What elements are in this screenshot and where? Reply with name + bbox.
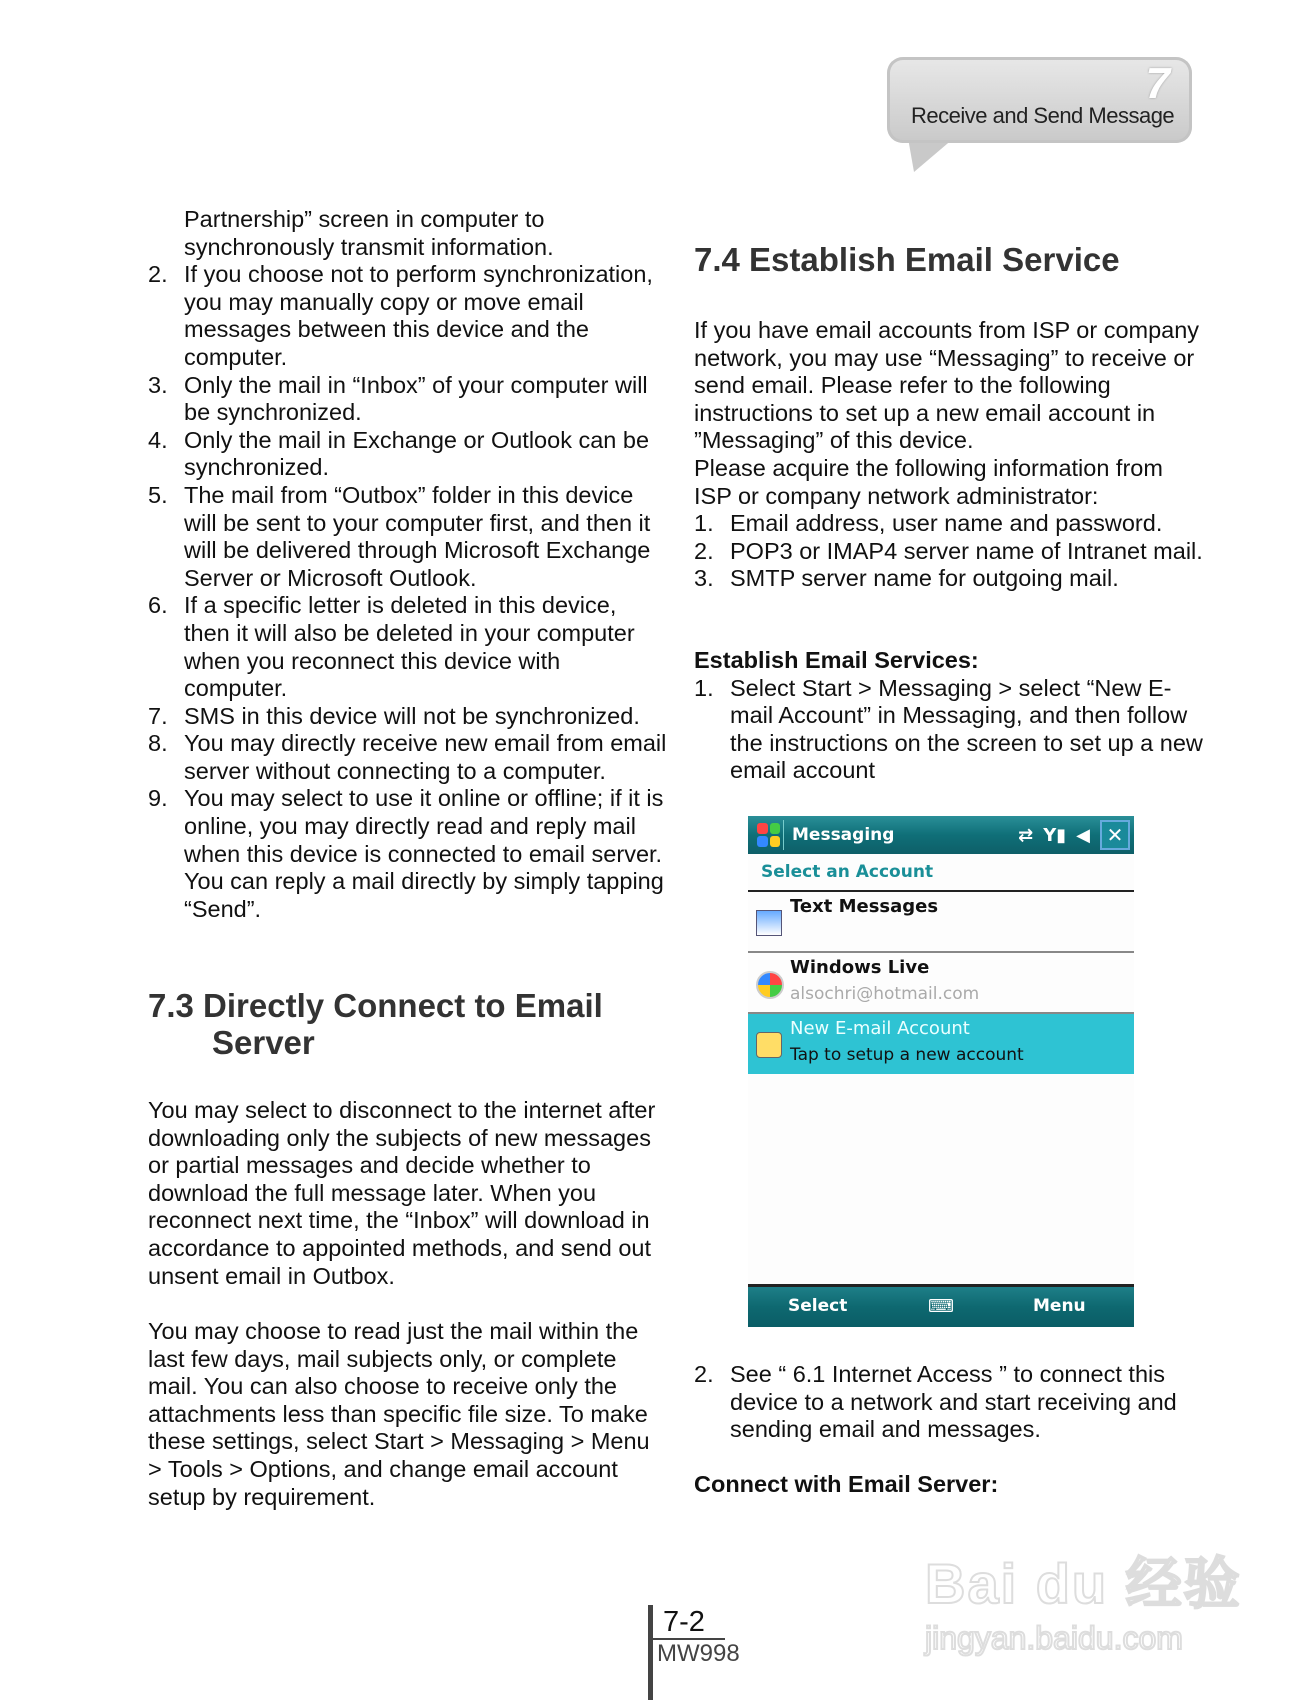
- account-item-new-email[interactable]: [748, 1014, 1134, 1074]
- list-text: Email address, user name and password.: [730, 510, 1163, 537]
- volume-icon[interactable]: ◀︎: [1076, 824, 1090, 846]
- connectivity-icon[interactable]: ⇄: [1018, 824, 1034, 846]
- windows-start-icon[interactable]: [754, 820, 784, 850]
- list-text: POP3 or IMAP4 server name of Intranet mail.: [730, 537, 1203, 564]
- list-text: You may select to use it online or offline; if it is online, you may directly read and reply mail when this device is connected to email server. You can reply a mail directly by simply tapping “Send”.: [184, 785, 664, 922]
- step-2-block: [694, 1361, 1204, 1444]
- status-icons: [1018, 820, 1130, 850]
- section-7-4-heading: 7.4 Establish Email Service: [694, 241, 1120, 278]
- watermark-url: jingyan.baidu.com: [925, 1620, 1183, 1656]
- section-7-3-heading: [148, 987, 668, 1061]
- list-number: 1.: [694, 510, 714, 537]
- signal-icon[interactable]: Y▮: [1043, 824, 1067, 846]
- list-item: [148, 592, 668, 702]
- sync-notes-list: [148, 261, 668, 923]
- section-7-3-paragraph-2: You may choose to read just the mail within the last few days, mail subjects only, or complete mail. You can also choose to receive only the attachments less than specific file size. To make these settings, select Start > Messaging > Menu > Tools > Options, and change email account setup by requirement.: [148, 1318, 650, 1510]
- list-number: 3.: [694, 565, 714, 592]
- establish-steps: [694, 675, 1204, 785]
- account-title: New E-mail Account: [790, 1018, 970, 1039]
- list-text: See “ 6.1 Internet Access ” to connect this device to a network and start receiving and sending email and messages.: [730, 1361, 1177, 1443]
- list-item: [148, 785, 668, 923]
- list-number: 2.: [148, 261, 168, 288]
- list-number: 4.: [148, 426, 168, 453]
- chapter-title: Receive and Send Message: [911, 103, 1175, 128]
- list-number: 1.: [694, 674, 714, 701]
- close-icon[interactable]: ✕: [1100, 820, 1130, 850]
- establish-steps-continued: [694, 1361, 1204, 1444]
- list-item: [148, 372, 668, 427]
- list-item: [694, 510, 1204, 538]
- softkey-bar: [748, 1284, 1134, 1327]
- establish-block: [694, 647, 1204, 785]
- list-number: 3.: [148, 371, 168, 398]
- establish-heading: Establish Email Services:: [694, 647, 979, 673]
- list-text: You may directly receive new email from email server without connecting to a computer.: [184, 730, 667, 784]
- page-number: 7-2: [663, 1606, 705, 1638]
- chapter-number: 7: [1145, 59, 1170, 108]
- list-item: [694, 1361, 1204, 1444]
- watermark-logo: Bai du 经验: [925, 1552, 1242, 1615]
- list-text: Select Start > Messaging > select “New E-mail Account” in Messaging, and then follow the instructions on the screen to set up a new email account: [730, 674, 1203, 784]
- softkey-menu[interactable]: Menu: [1033, 1296, 1086, 1316]
- list-text: Only the mail in Exchange or Outlook can be synchronized.: [184, 426, 650, 481]
- list-number: 7.: [148, 702, 168, 729]
- account-title: Text Messages: [790, 896, 939, 917]
- connect-heading: Connect with Email Server:: [694, 1471, 999, 1497]
- account-subtitle: Tap to setup a new account: [790, 1045, 1024, 1065]
- account-item-windows-live[interactable]: [748, 953, 1134, 1014]
- list-item: [148, 703, 668, 731]
- phone-title-bar: [748, 816, 1134, 854]
- new-email-account-icon: [756, 1032, 782, 1058]
- heading-line: Server: [212, 1024, 315, 1061]
- requirements-list: [694, 510, 1204, 593]
- list-item: [694, 565, 1204, 593]
- left-list-block: [148, 206, 668, 923]
- list-text: Only the mail in “Inbox” of your computer will be synchronized.: [184, 371, 648, 426]
- phone-screenshot: [748, 816, 1134, 1327]
- baidu-watermark: [925, 1540, 1242, 1657]
- intro-paragraph-2: Please acquire the following information from ISP or company network administrator:: [694, 454, 1163, 509]
- list-item: [148, 482, 668, 592]
- footer-divider: [648, 1605, 653, 1700]
- softkey-select[interactable]: Select: [788, 1296, 848, 1316]
- list-text: SMS in this device will not be synchronized.: [184, 702, 640, 729]
- keyboard-icon[interactable]: ⌨: [928, 1296, 954, 1317]
- model-name: MW998: [657, 1640, 740, 1667]
- list-number: 5.: [148, 481, 168, 508]
- phone-title: Messaging: [792, 825, 895, 845]
- list-item: [148, 730, 668, 785]
- list-text: The mail from “Outbox” folder in this device will be sent to your computer first, and then it will be delivered through Microsoft Exchange Server or Microsoft Outlook.: [184, 481, 651, 591]
- account-item-text-messages[interactable]: [748, 892, 1134, 953]
- list-item: [148, 427, 668, 482]
- phone-subtitle: Select an Account: [748, 854, 1134, 892]
- list-number: 9.: [148, 785, 168, 812]
- list-number: 2.: [694, 537, 714, 564]
- text-message-icon: [756, 910, 782, 936]
- list-number: 2.: [694, 1361, 714, 1387]
- list-item: [694, 675, 1204, 785]
- section-7-4-intro: [694, 317, 1204, 593]
- list-number: 6.: [148, 592, 168, 619]
- intro-paragraph: If you have email accounts from ISP or company network, you may use “Messaging” to receive or send email. Please refer to the following instructions to set up a new email account in ”Messaging” of this device.: [694, 317, 1200, 454]
- account-title: Windows Live: [790, 957, 930, 978]
- list-item: [694, 538, 1204, 566]
- heading-line: 7.3 Directly Connect to Email: [148, 987, 603, 1024]
- continuation-line: synchronously transmit information.: [184, 233, 554, 260]
- list-text: SMTP server name for outgoing mail.: [730, 565, 1119, 592]
- list-item: [148, 261, 668, 371]
- account-email: alsochri@hotmail.com: [790, 984, 980, 1004]
- continuation-line: Partnership” screen in computer to: [184, 206, 545, 232]
- header-bubble-tail: [908, 138, 954, 172]
- windows-live-icon: [756, 971, 784, 999]
- chapter-header: [887, 57, 1192, 143]
- list-text: If you choose not to perform synchronization, you may manually copy or move email messages between this device and the computer.: [184, 261, 653, 370]
- section-7-3-paragraph-1: You may select to disconnect to the internet after downloading only the subjects of new messages or partial messages and decide whether to download the full message later. When you reconnect next time, the “Inbox” will download in accordance to appointed methods, and send out unsent email in Outbox.: [148, 1097, 656, 1289]
- list-number: 8.: [148, 730, 168, 757]
- list-text: If a specific letter is deleted in this device, then it will also be deleted in your computer when you reconnect this device with computer.: [184, 592, 635, 702]
